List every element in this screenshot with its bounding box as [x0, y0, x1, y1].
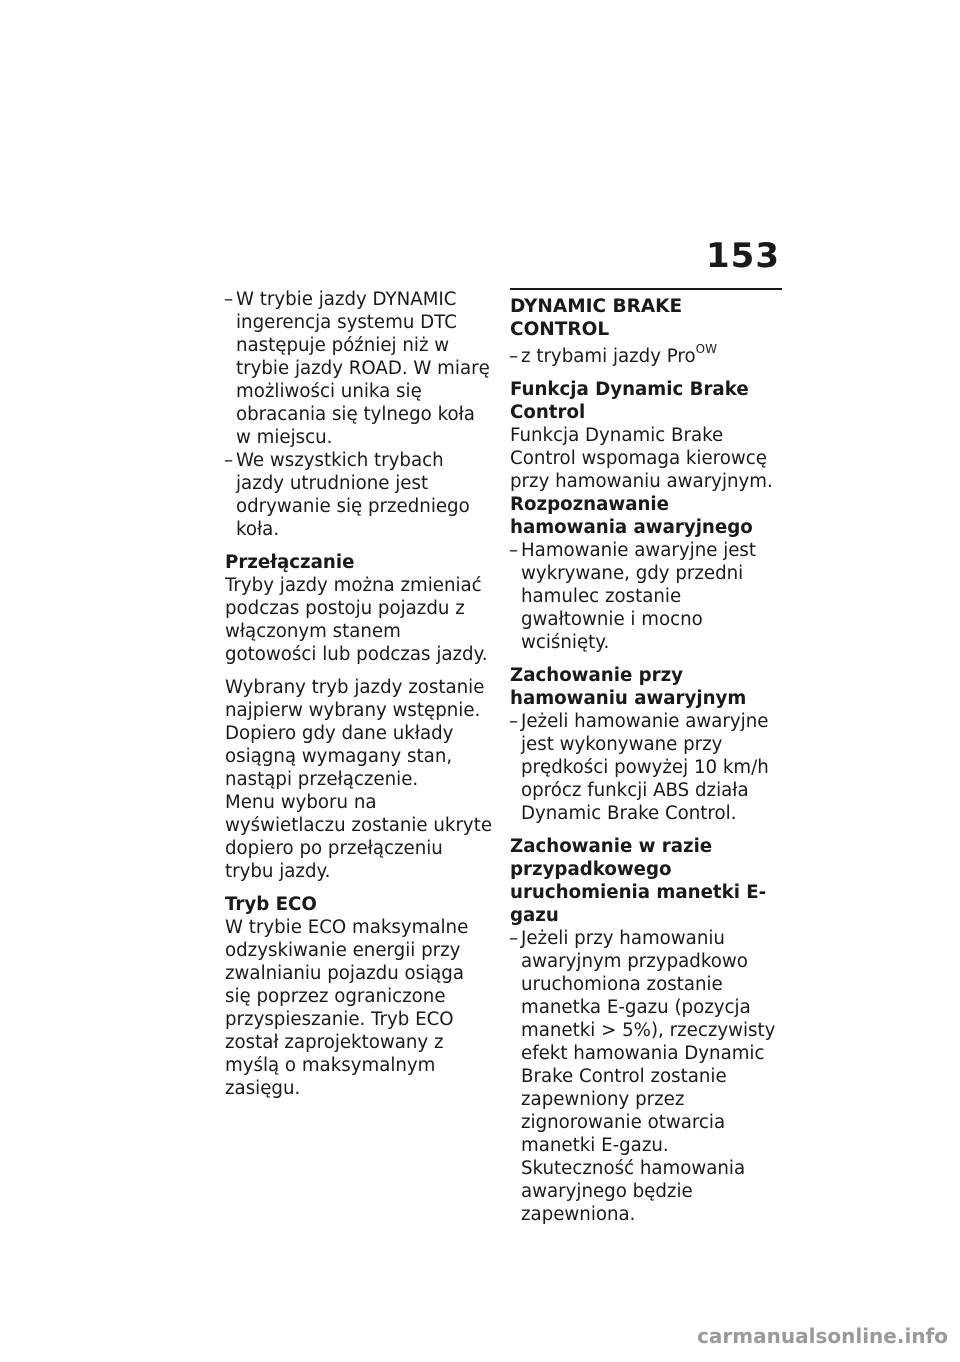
- detection-heading: Rozpoznawanie hamowania awaryjnego: [510, 494, 753, 538]
- modes-text: z trybami jazdy Pro: [521, 346, 696, 367]
- function-heading: Funkcja Dynamic Brake Control: [510, 379, 749, 423]
- switching-paragraph: Wybrany tryb jazdy zostanie najpierw wybrany wstępnie. Dopiero gdy dane układy osiągną wymagany stan, nastąpi przełączenie.: [225, 677, 485, 790]
- throttle-heading: Zachowanie w razie przypadkowego uruchomienia manetki E-gazu: [510, 836, 767, 926]
- list-item: – W trybie jazdy DYNAMIC ingerencja systemu DTC następuje później niż w trybie jazdy ROAD. W miarę możliwości unika się obracania się tylnego koła w miejscu.: [225, 288, 493, 449]
- list-item: – Jeżeli hamowanie awaryjne jest wykonywane przy prędkości powyżej 10 km/h oprócz funkcji ABS działa Dynamic Brake Control.: [510, 710, 782, 825]
- list-item: [510, 342, 782, 368]
- page-number: 153: [706, 236, 780, 276]
- function-paragraph: Funkcja Dynamic Brake Control wspomaga kierowcę przy hamowaniu awaryjnym.: [510, 425, 773, 492]
- modes-list: [510, 342, 782, 368]
- switching-paragraph: Menu wyboru na wyświetlaczu zostanie ukryte dopiero po przełączeniu trybu jazdy.: [225, 792, 493, 882]
- right-column: [510, 288, 782, 1226]
- list-item: – Jeżeli przy hamowaniu awaryjnym przypadkowo uruchomiona zostanie manetka E-gazu (pozycja manetki > 5%), rzeczywisty efekt hamowania Dynamic Brake Control zostanie zapewniony przez zignorowanie otwarcia manetki E-gazu. Skuteczność hamowania awaryjnego będzie zapewniona.: [510, 927, 782, 1226]
- list-item: – Hamowanie awaryjne jest wykrywane, gdy przedni hamulec zostanie gwałtownie i mocno wciśnięty.: [510, 539, 782, 654]
- switching-paragraph: Tryby jazdy można zmieniać podczas postoju pojazdu z włączonym stanem gotowości lub podczas jazdy.: [225, 575, 488, 665]
- watermark: carmanualsonline.info: [697, 1324, 948, 1348]
- section-title: DYNAMIC BRAKE CONTROL: [510, 288, 782, 341]
- list-item: – We wszystkich trybach jazdy utrudnione jest odrywanie się przedniego koła.: [225, 449, 493, 541]
- eco-heading: Tryb ECO: [225, 894, 317, 915]
- left-column: [225, 288, 493, 1100]
- modes-superscript: OW: [695, 342, 717, 356]
- detection-list: [510, 539, 782, 654]
- behavior-heading: Zachowanie przy hamowaniu awaryjnym: [510, 665, 747, 709]
- switching-heading: Przełączanie: [225, 552, 355, 573]
- top-bullet-list: [225, 288, 493, 541]
- throttle-list: [510, 927, 782, 1226]
- behavior-list: [510, 710, 782, 825]
- eco-paragraph: W trybie ECO maksymalne odzyskiwanie energii przy zwalnianiu pojazdu osiąga się poprzez ograniczone przyspieszanie. Tryb ECO został zaprojektowany z myślą o maksymalnym zasięgu.: [225, 917, 469, 1099]
